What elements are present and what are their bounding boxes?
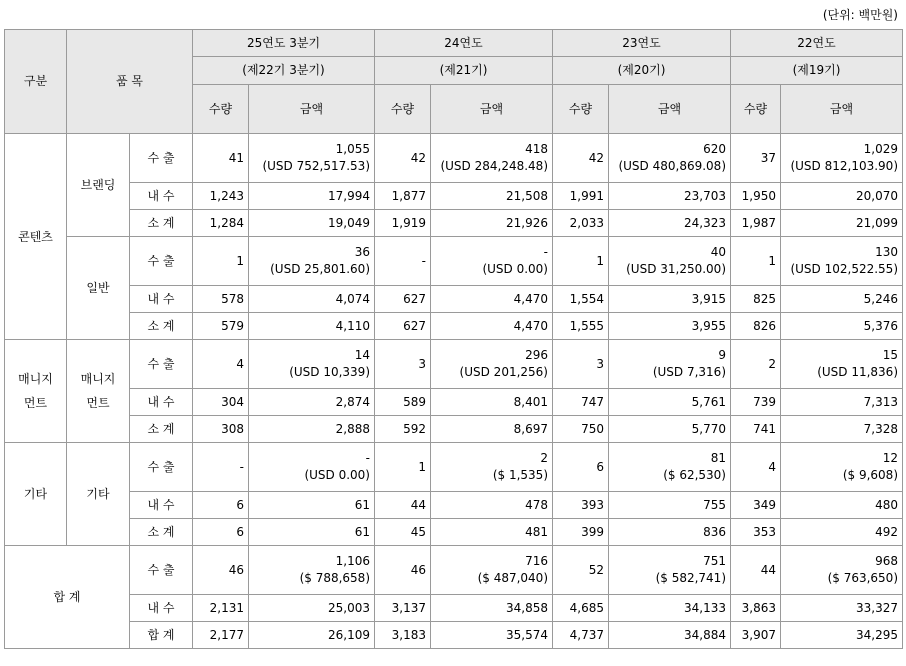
amount-cell [249, 340, 375, 389]
header-amount: 금액 [249, 85, 375, 134]
qty-cell: 42 [553, 134, 609, 183]
item-cell: 매니지 먼트 [67, 340, 130, 443]
qty-cell: 304 [193, 389, 249, 416]
amount-cell [609, 183, 731, 210]
unit-note: (단위: 백만원) [822, 8, 898, 22]
table-row [5, 492, 903, 519]
amount-value: 620 [703, 142, 726, 156]
amount-value: 480 [875, 497, 898, 512]
table-row [5, 237, 903, 286]
amount-value: 130 [875, 245, 898, 259]
amount-value: 2 [540, 451, 548, 465]
amount-value: 478 [525, 497, 548, 512]
amount-value: 1,029 [863, 142, 898, 156]
qty-cell: 1,243 [193, 183, 249, 210]
amount-value: 12 [882, 451, 898, 465]
header-period-year: 25연도 3분기 [193, 30, 375, 57]
amount-value: 33,327 [856, 600, 898, 615]
qty-cell: 3,863 [731, 595, 781, 622]
qty-cell: 6 [193, 492, 249, 519]
amount-value: 2,874 [335, 394, 370, 409]
qty-cell: 627 [375, 286, 431, 313]
qty-cell: - [375, 237, 431, 286]
qty-cell: 44 [731, 546, 781, 595]
amount-value: 481 [525, 524, 548, 539]
amount-value: 296 [525, 348, 548, 362]
amount-cell [609, 237, 731, 286]
amount-usd: ($ 788,658) [299, 571, 370, 585]
amount-usd: (USD 31,250.00) [626, 262, 726, 276]
qty-cell: 1 [553, 237, 609, 286]
amount-value: 4,470 [513, 291, 548, 306]
amount-cell [249, 286, 375, 313]
qty-cell: 3 [375, 340, 431, 389]
amount-value: - [365, 451, 370, 465]
amount-value: 34,133 [684, 600, 726, 615]
row-type-label: 내 수 [130, 389, 193, 416]
amount-cell [249, 313, 375, 340]
qty-cell: 750 [553, 416, 609, 443]
amount-value: 836 [703, 524, 726, 539]
qty-cell: 393 [553, 492, 609, 519]
amount-value: 2,888 [335, 421, 370, 436]
qty-cell: 3,907 [731, 622, 781, 649]
amount-value: 4,470 [513, 318, 548, 333]
table-header [5, 30, 903, 134]
qty-cell: 399 [553, 519, 609, 546]
amount-cell [609, 492, 731, 519]
amount-value: 492 [875, 524, 898, 539]
qty-cell: 52 [553, 546, 609, 595]
amount-value: 5,770 [691, 421, 726, 436]
amount-cell [609, 622, 731, 649]
qty-cell: 3 [553, 340, 609, 389]
row-type-label: 내 수 [130, 286, 193, 313]
table-row [5, 340, 903, 389]
table-row [5, 595, 903, 622]
amount-cell [431, 183, 553, 210]
amount-cell [249, 237, 375, 286]
amount-usd: (USD 0.00) [304, 468, 370, 482]
qty-cell: 578 [193, 286, 249, 313]
amount-value: 968 [875, 554, 898, 568]
amount-cell [781, 286, 903, 313]
amount-usd: (USD 25,801.60) [270, 262, 370, 276]
row-type-label: 소 계 [130, 519, 193, 546]
amount-cell [431, 340, 553, 389]
amount-cell [609, 134, 731, 183]
amount-value: 23,703 [684, 188, 726, 203]
header-qty: 수량 [553, 85, 609, 134]
amount-cell [609, 286, 731, 313]
amount-value: 716 [525, 554, 548, 568]
amount-cell [249, 134, 375, 183]
amount-cell [609, 546, 731, 595]
amount-value: 7,328 [863, 421, 898, 436]
header-period-year: 24연도 [375, 30, 553, 57]
qty-cell: 1,554 [553, 286, 609, 313]
qty-cell: 308 [193, 416, 249, 443]
qty-cell: 6 [553, 443, 609, 492]
header-item: 품 목 [67, 30, 193, 134]
amount-cell [431, 546, 553, 595]
amount-value: 418 [525, 142, 548, 156]
amount-value: 9 [718, 348, 726, 362]
qty-cell: 1 [193, 237, 249, 286]
qty-cell: 353 [731, 519, 781, 546]
table-row [5, 443, 903, 492]
qty-cell: 747 [553, 389, 609, 416]
item-cell: 브랜딩 [67, 134, 130, 237]
table-row [5, 389, 903, 416]
amount-value: 19,049 [328, 215, 370, 230]
amount-value: 5,376 [863, 318, 898, 333]
table-row [5, 519, 903, 546]
header-period-term: (제19기) [731, 57, 903, 85]
amount-value: 61 [354, 524, 370, 539]
amount-usd: (USD 752,517.53) [262, 159, 370, 173]
amount-cell [609, 443, 731, 492]
header-qty: 수량 [731, 85, 781, 134]
table-row [5, 546, 903, 595]
qty-cell: 1,991 [553, 183, 609, 210]
category-cell: 기타 [5, 443, 67, 546]
amount-value: 26,109 [328, 627, 370, 642]
row-type-label: 소 계 [130, 416, 193, 443]
row-type-label: 내 수 [130, 183, 193, 210]
amount-usd: (USD 812,103.90) [790, 159, 898, 173]
qty-cell: 4 [193, 340, 249, 389]
amount-cell [781, 183, 903, 210]
amount-cell [431, 313, 553, 340]
amount-cell [609, 416, 731, 443]
amount-usd: ($ 9,608) [842, 468, 898, 482]
amount-value: 4,110 [335, 318, 370, 333]
amount-cell [609, 595, 731, 622]
header-qty: 수량 [193, 85, 249, 134]
amount-cell [609, 389, 731, 416]
amount-value: 17,994 [328, 188, 370, 203]
amount-usd: (USD 7,316) [652, 365, 726, 379]
amount-usd: ($ 763,650) [827, 571, 898, 585]
amount-value: 8,401 [513, 394, 548, 409]
amount-cell [249, 492, 375, 519]
amount-usd: (USD 480,869.08) [618, 159, 726, 173]
amount-value: 3,955 [691, 318, 726, 333]
qty-cell: 1,950 [731, 183, 781, 210]
table-row [5, 210, 903, 237]
amount-value: 1,106 [335, 554, 370, 568]
amount-cell [781, 416, 903, 443]
table-row [5, 313, 903, 340]
qty-cell: 6 [193, 519, 249, 546]
amount-value: 755 [703, 497, 726, 512]
qty-cell: 4,737 [553, 622, 609, 649]
amount-value: 21,508 [506, 188, 548, 203]
qty-cell: 1 [731, 237, 781, 286]
amount-cell [431, 237, 553, 286]
amount-cell [431, 519, 553, 546]
amount-cell [431, 134, 553, 183]
row-type-label: 수 출 [130, 546, 193, 595]
table-body [5, 134, 903, 649]
header-amount: 금액 [781, 85, 903, 134]
amount-value: 36 [354, 245, 370, 259]
amount-value: 35,574 [506, 627, 548, 642]
qty-cell: 2 [731, 340, 781, 389]
qty-cell: 2,177 [193, 622, 249, 649]
amount-value: 25,003 [328, 600, 370, 615]
amount-cell [249, 389, 375, 416]
amount-value: - [543, 245, 548, 259]
amount-value: 5,761 [691, 394, 726, 409]
amount-value: 81 [710, 451, 726, 465]
qty-cell: 589 [375, 389, 431, 416]
amount-usd: ($ 487,040) [477, 571, 548, 585]
amount-cell [249, 210, 375, 237]
amount-usd: ($ 1,535) [492, 468, 548, 482]
row-type-label: 수 출 [130, 443, 193, 492]
amount-value: 7,313 [863, 394, 898, 409]
amount-cell [431, 389, 553, 416]
qty-cell: 825 [731, 286, 781, 313]
row-type-label: 합 계 [130, 622, 193, 649]
amount-cell [249, 183, 375, 210]
qty-cell: 37 [731, 134, 781, 183]
amount-cell [781, 443, 903, 492]
amount-cell [249, 443, 375, 492]
amount-value: 15 [882, 348, 898, 362]
row-type-label: 내 수 [130, 492, 193, 519]
amount-cell [249, 595, 375, 622]
header-period-year: 22연도 [731, 30, 903, 57]
amount-cell [781, 622, 903, 649]
amount-usd: (USD 11,836) [817, 365, 898, 379]
amount-cell [431, 622, 553, 649]
amount-value: 4,074 [335, 291, 370, 306]
amount-cell [781, 210, 903, 237]
header-period-term: (제22기 3분기) [193, 57, 375, 85]
amount-cell [781, 492, 903, 519]
row-type-label: 수 출 [130, 340, 193, 389]
amount-cell [431, 210, 553, 237]
amount-value: 751 [703, 554, 726, 568]
amount-cell [609, 210, 731, 237]
qty-cell: 1,555 [553, 313, 609, 340]
amount-cell [431, 595, 553, 622]
amount-cell [781, 389, 903, 416]
amount-value: 20,070 [856, 188, 898, 203]
qty-cell: 1,987 [731, 210, 781, 237]
amount-cell [249, 519, 375, 546]
amount-usd: (USD 284,248.48) [440, 159, 548, 173]
amount-value: 5,246 [863, 291, 898, 306]
amount-value: 8,697 [513, 421, 548, 436]
qty-cell: 1,919 [375, 210, 431, 237]
qty-cell: 3,183 [375, 622, 431, 649]
amount-cell [609, 313, 731, 340]
qty-cell: 1,284 [193, 210, 249, 237]
qty-cell: - [193, 443, 249, 492]
amount-value: 3,915 [691, 291, 726, 306]
item-cell: 기타 [67, 443, 130, 546]
category-cell: 합 계 [5, 546, 130, 649]
table-row [5, 183, 903, 210]
amount-usd: (USD 10,339) [289, 365, 370, 379]
qty-cell: 739 [731, 389, 781, 416]
amount-usd: (USD 0.00) [482, 262, 548, 276]
amount-value: 14 [354, 348, 370, 362]
category-cell: 콘텐츠 [5, 134, 67, 340]
table-row [5, 622, 903, 649]
header-qty: 수량 [375, 85, 431, 134]
header-period-term: (제21기) [375, 57, 553, 85]
qty-cell: 826 [731, 313, 781, 340]
amount-usd: ($ 582,741) [655, 571, 726, 585]
amount-value: 21,926 [506, 215, 548, 230]
qty-cell: 2,131 [193, 595, 249, 622]
qty-cell: 349 [731, 492, 781, 519]
amount-usd: (USD 102,522.55) [790, 262, 898, 276]
amount-value: 24,323 [684, 215, 726, 230]
amount-value: 40 [710, 245, 726, 259]
header-amount: 금액 [431, 85, 553, 134]
category-cell: 매니지 먼트 [5, 340, 67, 443]
row-type-label: 수 출 [130, 134, 193, 183]
amount-cell [431, 286, 553, 313]
amount-cell [249, 546, 375, 595]
qty-cell: 579 [193, 313, 249, 340]
amount-cell [781, 546, 903, 595]
row-type-label: 내 수 [130, 595, 193, 622]
amount-cell [431, 443, 553, 492]
qty-cell: 2,033 [553, 210, 609, 237]
qty-cell: 592 [375, 416, 431, 443]
row-type-label: 소 계 [130, 313, 193, 340]
qty-cell: 41 [193, 134, 249, 183]
qty-cell: 44 [375, 492, 431, 519]
qty-cell: 46 [375, 546, 431, 595]
row-type-label: 수 출 [130, 237, 193, 286]
qty-cell: 1 [375, 443, 431, 492]
header-amount: 금액 [609, 85, 731, 134]
amount-cell [431, 416, 553, 443]
qty-cell: 46 [193, 546, 249, 595]
qty-cell: 45 [375, 519, 431, 546]
item-cell: 일반 [67, 237, 130, 340]
amount-value: 34,295 [856, 627, 898, 642]
amount-value: 61 [354, 497, 370, 512]
table-row [5, 416, 903, 443]
amount-cell [781, 340, 903, 389]
amount-value: 21,099 [856, 215, 898, 230]
qty-cell: 741 [731, 416, 781, 443]
row-type-label: 소 계 [130, 210, 193, 237]
header-period-term: (제20기) [553, 57, 731, 85]
amount-cell [249, 622, 375, 649]
qty-cell: 4,685 [553, 595, 609, 622]
amount-cell [249, 416, 375, 443]
header-period-year: 23연도 [553, 30, 731, 57]
table-row [5, 134, 903, 183]
qty-cell: 4 [731, 443, 781, 492]
amount-cell [609, 340, 731, 389]
amount-usd: (USD 201,256) [459, 365, 548, 379]
header-category: 구분 [5, 30, 67, 134]
amount-value: 1,055 [335, 142, 370, 156]
amount-value: 34,858 [506, 600, 548, 615]
amount-cell [781, 595, 903, 622]
amount-value: 34,884 [684, 627, 726, 642]
amount-cell [781, 134, 903, 183]
amount-usd: ($ 62,530) [663, 468, 726, 482]
amount-cell [781, 313, 903, 340]
qty-cell: 1,877 [375, 183, 431, 210]
qty-cell: 42 [375, 134, 431, 183]
amount-cell [431, 492, 553, 519]
qty-cell: 627 [375, 313, 431, 340]
amount-cell [781, 237, 903, 286]
amount-cell [609, 519, 731, 546]
amount-cell [781, 519, 903, 546]
table-row [5, 286, 903, 313]
qty-cell: 3,137 [375, 595, 431, 622]
sales-table [4, 29, 903, 649]
